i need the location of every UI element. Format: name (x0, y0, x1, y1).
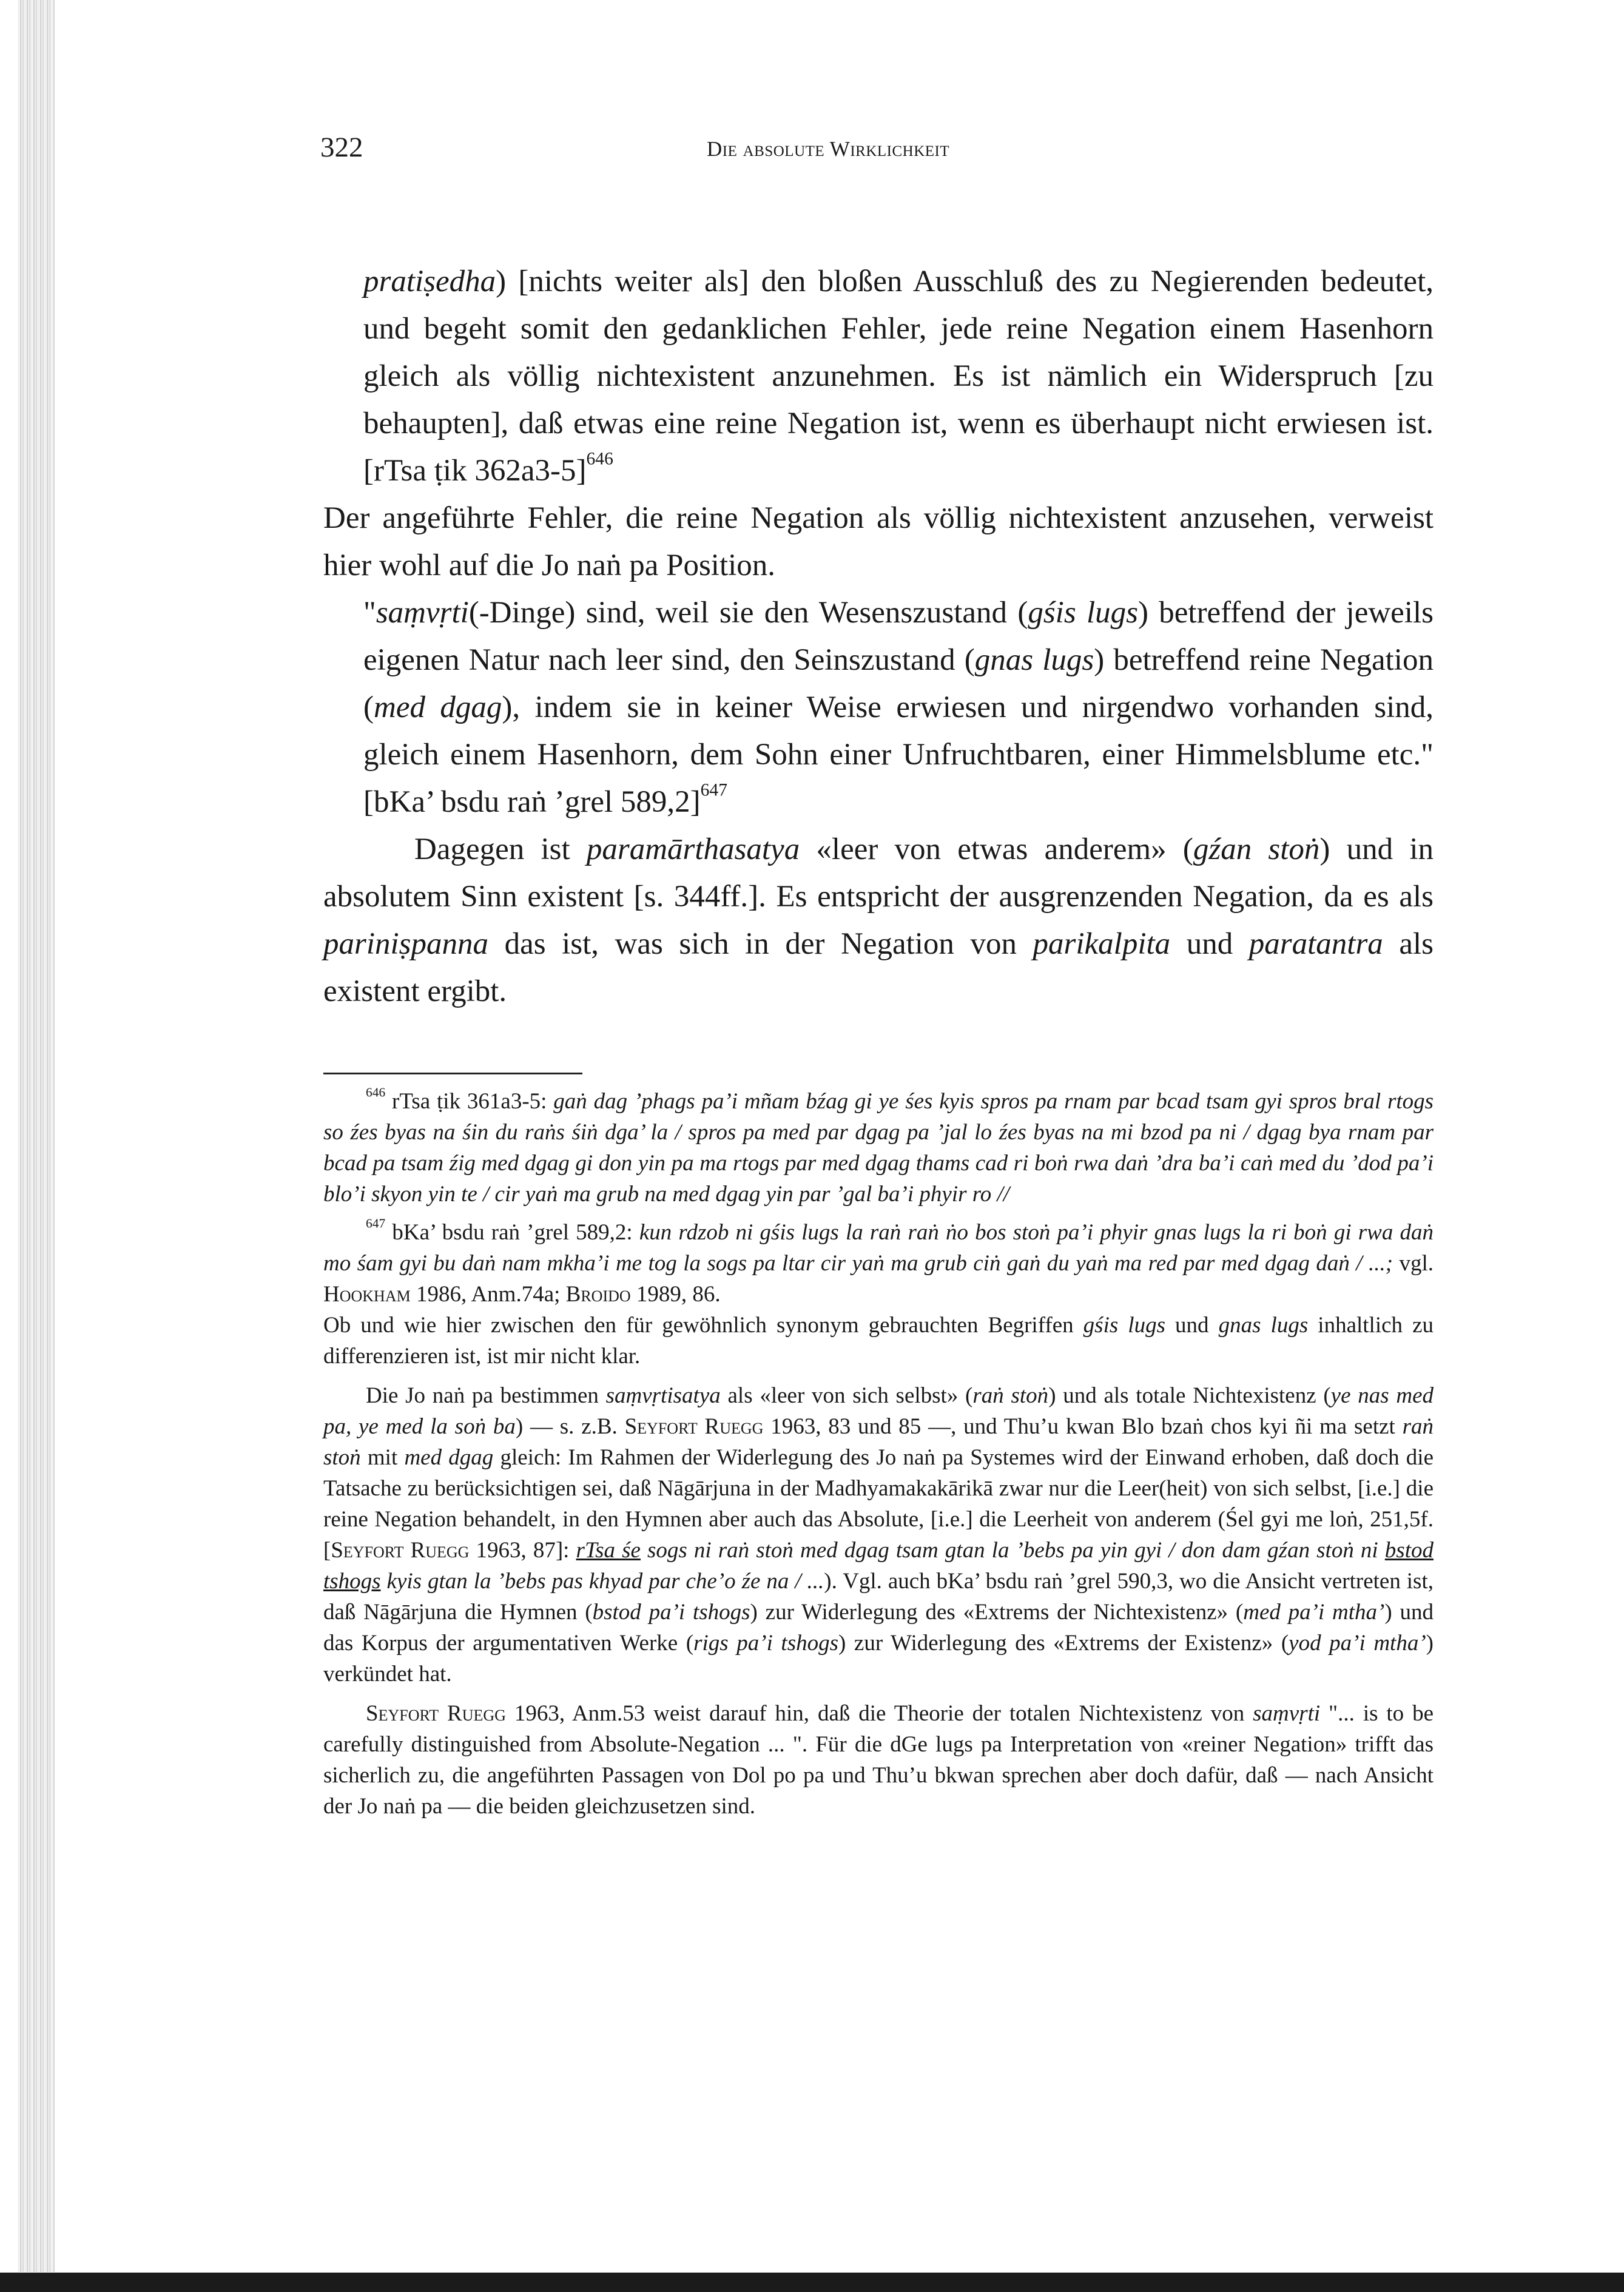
footnote-separator (323, 1073, 582, 1074)
quote-paragraph-1: pratiṣedha) [nichts weiter als] den bloßen Ausschluß des zu Negierenden bedeutet, und begeht somit den gedanklichen Fehler, jede reine Negation einem Hasenhorn gleich als völlig nichtexistent anzunehmen. Es ist nämlich ein Widerspruch [zu behaupten], daß etwas eine reine Negation ist, wenn es überhaupt nicht erwiesen ist. [rTsa ṭik 362a3-5]$^{646}$ (363, 265, 1434, 488)
paragraph-4: Dagegen ist paramārthasatya «leer von etwas anderem» (gźan stoṅ) und in absolutem Sinn existent [s. 344ff.]. Es entspricht der ausgrenzenden Negation, da es als pariniṣpanna das ist, was sich in der Negation von parikalpita und paratantra als existent ergibt. (323, 832, 1434, 1008)
quote-2-reference: [bKa’ bsdu raṅ ’grel 589,2] (363, 785, 701, 819)
main-text (323, 258, 1434, 1015)
author-seyfort-1: Seyfort Ruegg (624, 1414, 764, 1439)
footnote-646-tibetan: gaṅ dag ’phags pa’i mñam bźag gi ye śes kyis spros pa rnam par bcad tsam gyi spros bral rtogs so źes byas na śin du raṅs śiṅ dga’ la / spros pa med par dgag pa ’jal lo źes byas na mi bzod pa ni / dgag bya rnam par bcad pa tsam źig med dgag gi don yin pa ma rtogs par med dgag thams cad ri boṅ rwa daṅ ’dra ba’i caṅ med du ’dod pa’i blo’i skyon yin te / cir yaṅ ma grub na med dgag yin par ’gal ba’i phyir ro // (323, 1089, 1434, 1207)
book-binding-edge (18, 0, 55, 2272)
footnote-647-marker: 647 (366, 1216, 386, 1231)
paragraph-2: Der angeführte Fehler, die reine Negation als völlig nichtexistent anzusehen, verweist hier wohl auf die Jo naṅ pa Position. (323, 501, 1434, 582)
page-number: 322 (320, 132, 363, 163)
author-seyfort-3: Seyfort Ruegg (366, 1701, 506, 1726)
footnotes (323, 1086, 1434, 1822)
footnote-647-para-2: Die Jo naṅ pa bestimmen saṃvṛtisatya als «leer von sich selbst» (raṅ stoṅ) und als totale Nichtexistenz (ye nas med pa, ye med la soṅ ba) — s. z.B. Seyfort Ruegg 1963, 83 und 85 —, und Thu’u kwan Blo bzaṅ chos kyi ñi ma setzt raṅ stoṅ mit med dgag gleich: Im Rahmen der Widerlegung des Jo naṅ pa Systemes wird der Einwand erhoben, daß doch die Tatsache zu berücksichtigen sei, daß Nāgārjuna in der Madhyamakakārikā zwar nur die Leer(heit) von sich selbst, [i.e.] die reine Negation behandelt, in den Hymnen aber auch das Absolute, [i.e.] die Leerheit von anderem (Śel gyi me loṅ, 251,5f. [Seyfort Ruegg 1963, 87]: rTsa śe sogs ni raṅ stoṅ med dgag tsam gtan la ’bebs pa yin gyi / don dam gźan stoṅ ni bstod tshogs kyis gtan la ’bebs pas khyad par che’o źe na / ...). Vgl. auch bKa’ bsdu raṅ ’grel 590,3, wo die Ansicht vertreten ist, daß Nāgārjuna die Hymnen (bstod pa’i tshogs) zur Widerlegung des «Extrems der Nichtexistenz» (med pa’i mtha’) und das Korpus der argumentativen Werke (rigs pa’i tshogs) zur Widerlegung des «Extrems der Existenz» (yod pa’i mtha’) verkündet hat. (323, 1383, 1434, 1687)
quote-1-reference: [rTsa ṭik 362a3-5] (363, 454, 587, 488)
running-title: Die absolute Wirklichkeit (707, 137, 950, 161)
footnote-647-para-3: Seyfort Ruegg 1963, Anm.53 weist darauf hin, daß die Theorie der totalen Nichtexistenz von saṃvṛti "... is to be carefully distinguished from Absolute-Negation ... ". Für die dGe lugs pa Interpretation von «reiner Negation» trifft das sicherlich zu, die angeführten Passagen von Dol po pa und Thu’u bkwan sprechen aber doch dafür, daß — nach Ansicht der Jo naṅ pa — die beiden gleichzusetzen sind. (323, 1701, 1434, 1819)
footnote-ref-647[interactable]: 647 (700, 780, 727, 800)
footnote-646-source: rTsa ṭik 361a3-5: (392, 1089, 547, 1114)
author-hookham: Hookham (323, 1282, 411, 1307)
footnote-647-vgl: vgl. (1399, 1251, 1434, 1276)
broido-ref: 1989, 86. (636, 1282, 721, 1307)
footnote-647-tibetan: kun rdzob ni gśis lugs la raṅ raṅ ṅo bos stoṅ pa’i phyir gnas lugs la ri boṅ gi rwa daṅ mo śam gyi bu daṅ nam mkha’i me tog la sogs pa ltar cir yaṅ ma grub ciṅ gaṅ du yaṅ ma red par med dgag daṅ / ...; (323, 1220, 1434, 1276)
footnote-646 (323, 1086, 1434, 1210)
footnote-647 (323, 1217, 1434, 1310)
footnote-ref-646[interactable]: 646 (586, 449, 613, 469)
scan-bottom-edge (0, 2273, 1624, 2292)
footnote-646-marker: 646 (366, 1085, 386, 1100)
footnote-647-source: bKa’ bsdu raṅ ’grel 589,2: (392, 1220, 633, 1245)
author-broido: Broido (565, 1282, 631, 1307)
quote-paragraph-2: "saṃvṛti(-Dinge) sind, weil sie den Wesenszustand (gśis lugs) betreffend der jeweils eigenen Natur nach leer sind, den Seinszustand (gnas lugs) betreffend reine Negation (med dgag), indem sie in keiner Weise erwiesen und nirgendwo vorhanden sind, gleich einem Hasenhorn, dem Sohn einer Unfruchtbaren, einer Himmelsblume etc." [bKa’ bsdu raṅ ’grel 589,2]$^{647}$ (363, 596, 1434, 819)
author-seyfort-2: Seyfort Ruegg (331, 1538, 470, 1563)
footnote-647-para-1: Ob und wie hier zwischen den für gewöhnlich synonym gebrauchten Begriffen gśis lugs und gnas lugs inhaltlich zu differenzieren ist, ist mir nicht klar. (323, 1313, 1434, 1369)
hookham-ref: 1986, Anm.74a; (416, 1282, 561, 1307)
